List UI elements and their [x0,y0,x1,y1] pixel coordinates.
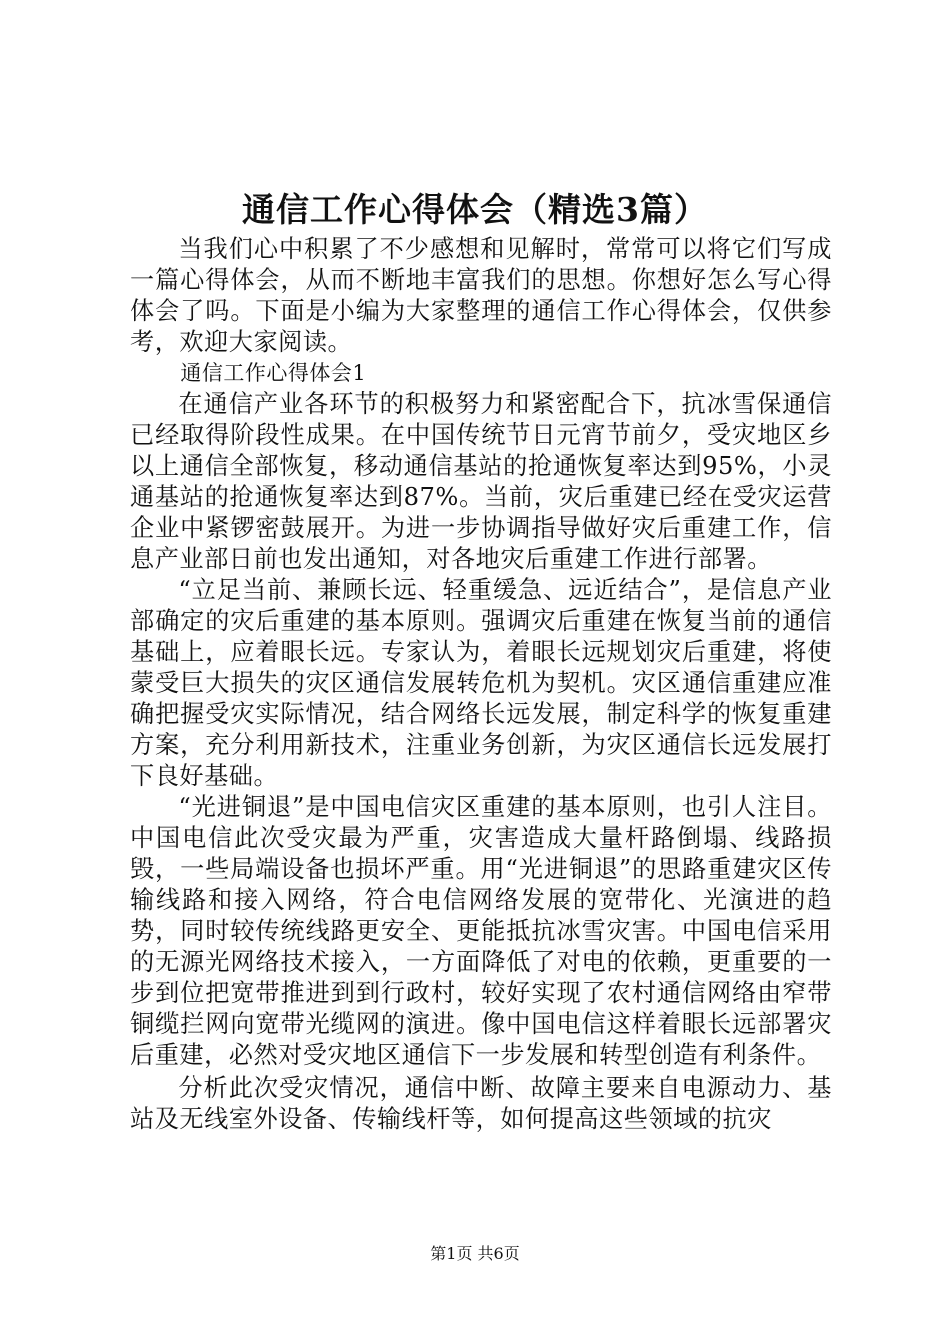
document-title: 通信工作心得体会（精选3篇） [242,190,708,229]
body-paragraph-2: “立足当前、兼顾长远、轻重缓急、远近结合”，是信息产业部确定的灾后重建的基本原则。强调灾后重建在恢复当前的通信基础上，应着眼长远。专家认为，着眼长远规划灾后重建，将使蒙受巨大损失的灾区通信发展转危机为契机。灾区通信重建应准确把握受灾实际情况，结合网络长远发展，制定科学的恢复重建方案，充分利用新技术，注重业务创新，为灾区通信长远发展打下良好基础。 [130,576,832,790]
body-paragraph-1: 在通信产业各环节的积极努力和紧密配合下，抗冰雪保通信已经取得阶段性成果。在中国传统节日元宵节前夕，受灾地区乡以上通信全部恢复，移动通信基站的抢通恢复率达到95%，小灵通基站的抢通恢复率达到87%。当前，灾后重建已经在受灾运营企业中紧锣密鼓展开。为进一步协调指导做好灾后重建工作，信息产业部日前也发出通知，对各地灾后重建工作进行部署。 [130,390,832,573]
section-heading: 通信工作心得体会1 [180,361,367,385]
document-body [130,234,832,1135]
intro-paragraph: 当我们心中积累了不少感想和见解时，常常可以将它们写成一篇心得体会，从而不断地丰富我们的思想。你想好怎么写心得体会了吗。下面是小编为大家整理的通信工作心得体会，仅供参考，欢迎大家阅读。 [130,235,832,356]
body-paragraph-4: 分析此次受灾情况，通信中断、故障主要来自电源动力、基站及无线室外设备、传输线杆等，如何提高这些领域的抗灾 [130,1074,832,1133]
page-footer: 第1页 共6页 [430,1244,520,1263]
body-paragraph-3: “光进铜退”是中国电信灾区重建的基本原则，也引人注目。中国电信此次受灾最为严重，灾害造成大量杆路倒塌、线路损毁，一些局端设备也损坏严重。用“光进铜退”的思路重建灾区传输线路和接入网络，符合电信网络发展的宽带化、光演进的趋势，同时较传统线路更安全、更能抵抗冰雪灾害。中国电信采用的无源光网络技术接入，一方面降低了对电的依赖，更重要的一步到位把宽带推进到到行政村，较好实现了农村通信网络由窄带铜缆拦网向宽带光缆网的演进。像中国电信这样着眼长远部署灾后重建，必然对受灾地区通信下一步发展和转型创造有利条件。 [130,793,832,1069]
